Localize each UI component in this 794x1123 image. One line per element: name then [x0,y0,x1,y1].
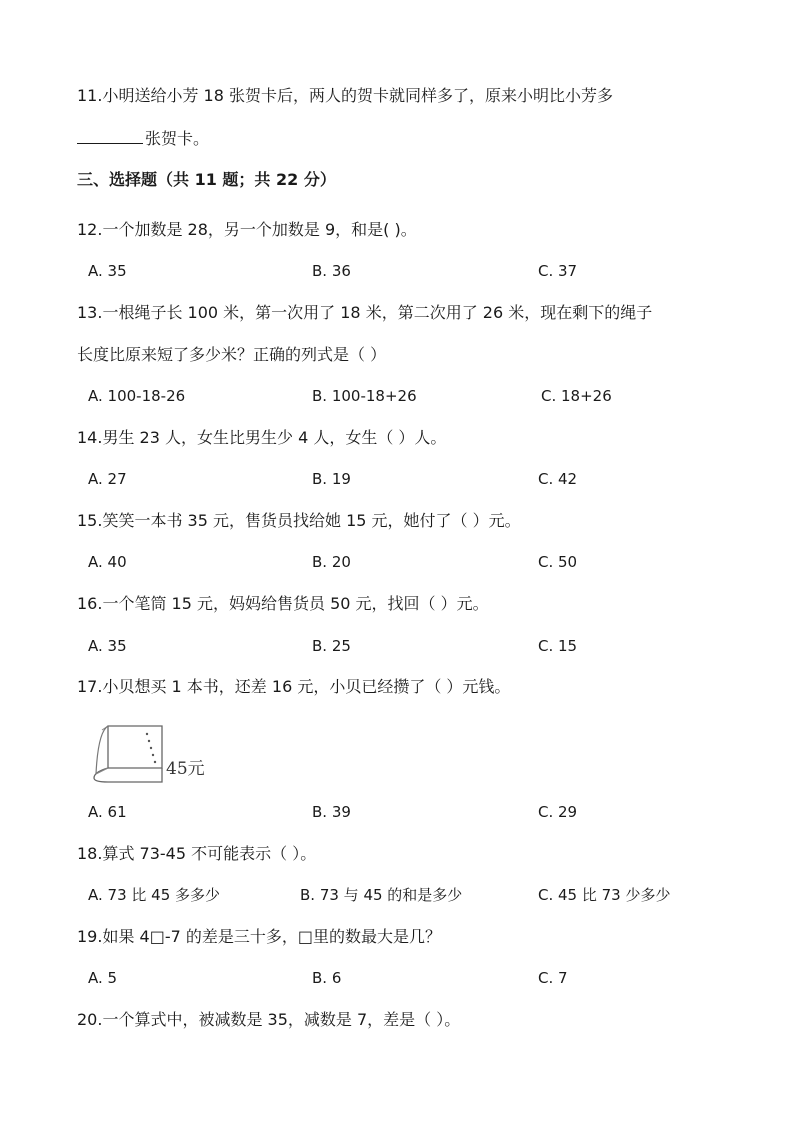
option-14-c[interactable]: C. 42 [538,470,578,488]
q11-line2-text: 张贺卡。 [145,129,210,148]
question-12: 12.一个加数是 28，另一个加数是 9，和是( )。 [77,220,417,239]
question-18: 18.算式 73-45 不可能表示（ ）。 [77,844,317,863]
option-15-c[interactable]: C. 50 [538,553,578,571]
question-20: 20.一个算式中，被减数是 35，减数是 7，差是（ ）。 [77,1010,461,1029]
option-16-a[interactable]: A. 35 [88,637,127,655]
option-16-c[interactable]: C. 15 [538,637,578,655]
option-13-b[interactable]: B. 100-18+26 [312,387,417,405]
option-18-c[interactable]: C. 45 比 73 少多少 [538,886,671,904]
answer-blank[interactable] [77,129,143,144]
option-17-a[interactable]: A. 61 [88,803,127,821]
q11-line2 [77,129,209,149]
question-13-line1: 13.一根绳子长 100 米，第一次用了 18 米，第二次用了 26 米，现在剩下的绳子 [77,303,653,322]
book-price: 45元 [166,759,205,779]
option-15-b[interactable]: B. 20 [312,553,351,571]
option-13-a[interactable]: A. 100-18-26 [88,387,186,405]
book-icon [88,722,218,786]
option-16-b[interactable]: B. 25 [312,637,351,655]
option-19-a[interactable]: A. 5 [88,969,118,987]
option-17-c[interactable]: C. 29 [538,803,578,821]
section-title: 三、选择题（共 11 题；共 22 分） [77,170,336,189]
question-14: 14.男生 23 人，女生比男生少 4 人，女生（ ）人。 [77,428,447,447]
option-13-c[interactable]: C. 18+26 [541,387,612,405]
question-15: 15.笑笑一本书 35 元，售货员找给她 15 元，她付了（ ）元。 [77,511,521,530]
option-14-a[interactable]: A. 27 [88,470,127,488]
option-17-b[interactable]: B. 39 [312,803,351,821]
option-12-b[interactable]: B. 36 [312,262,351,280]
question-16: 16.一个笔筒 15 元，妈妈给售货员 50 元，找回（ ）元。 [77,594,489,613]
option-18-b[interactable]: B. 73 与 45 的和是多少 [300,886,463,904]
option-12-a[interactable]: A. 35 [88,262,127,280]
question-13-line2: 长度比原来短了多少米？正确的列式是（ ） [77,345,387,364]
book-illustration [88,722,218,786]
option-15-a[interactable]: A. 40 [88,553,127,571]
option-12-c[interactable]: C. 37 [538,262,578,280]
q11-line1: 11.小明送给小芳 18 张贺卡后，两人的贺卡就同样多了，原来小明比小芳多 [77,86,613,105]
option-19-c[interactable]: C. 7 [538,969,568,987]
option-19-b[interactable]: B. 6 [312,969,342,987]
question-19: 19.如果 4□-7 的差是三十多，□里的数最大是几？ [77,927,441,946]
option-18-a[interactable]: A. 73 比 45 多多少 [88,886,221,904]
question-17: 17.小贝想买 1 本书，还差 16 元，小贝已经攒了（ ）元钱。 [77,677,511,696]
option-14-b[interactable]: B. 19 [312,470,351,488]
